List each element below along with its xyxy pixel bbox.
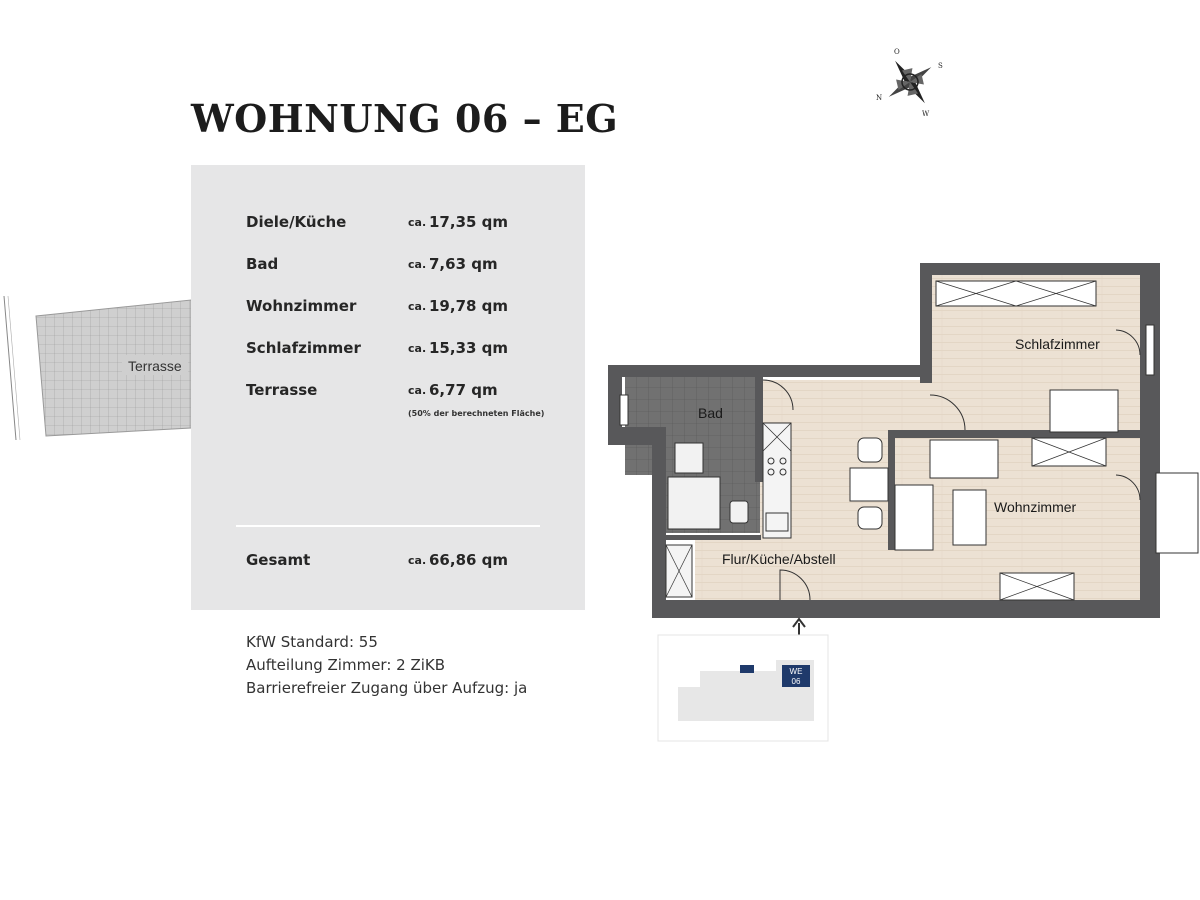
kfw-standard: KfW Standard: 55	[246, 633, 378, 651]
area-row-diele-kueche	[246, 213, 566, 233]
page-title: WOHNUNG 06 – EG	[191, 96, 619, 141]
area-label: Wohnzimmer	[246, 297, 357, 315]
terrace-label: Terrasse	[128, 358, 182, 374]
wardrobe	[936, 281, 1096, 306]
area-label: Diele/Küche	[246, 213, 347, 231]
dining-table	[850, 468, 888, 501]
coffee-table	[953, 490, 986, 545]
balcony-door	[1156, 473, 1198, 553]
divider	[236, 525, 540, 527]
unit-badge-line2: 06	[791, 677, 801, 686]
toilet-icon	[730, 501, 748, 523]
chair	[858, 438, 882, 462]
bedroom-label: Schlafzimmer	[1015, 336, 1100, 352]
entrance-arrow-icon	[793, 619, 805, 637]
area-value: 17,35 qm	[429, 213, 509, 231]
hall-label: Flur/Küche/Abstell	[722, 551, 836, 567]
key-plan	[658, 635, 828, 741]
area-value: 15,33 qm	[429, 339, 509, 357]
living-label: Wohnzimmer	[994, 499, 1077, 515]
area-prefix: ca.	[408, 258, 427, 271]
area-table-panel	[191, 165, 585, 610]
area-prefix: ca.	[408, 384, 427, 397]
area-value: 19,78 qm	[429, 297, 509, 315]
area-value: 6,77 qm	[429, 381, 498, 399]
area-prefix: ca.	[408, 216, 427, 229]
area-prefix: ca.	[408, 300, 427, 313]
barrier-free-access: Barrierefreier Zugang über Aufzug: ja	[246, 679, 528, 697]
total-label: Gesamt	[246, 551, 311, 569]
room-layout: Aufteilung Zimmer: 2 ZiKB	[246, 656, 446, 674]
bath-label: Bad	[698, 405, 723, 421]
area-row-terrasse	[246, 381, 566, 401]
total-value: 66,86 qm	[429, 551, 509, 569]
area-label: Bad	[246, 255, 279, 273]
compass-rose-icon	[872, 44, 948, 120]
window	[620, 395, 628, 425]
area-row-gesamt	[246, 551, 566, 571]
compass-letter: O	[894, 48, 900, 56]
area-row-schlafzimmer	[246, 339, 566, 359]
floor-plan	[600, 255, 1200, 745]
compass-letter: N	[876, 94, 883, 102]
compass-letter: W	[922, 110, 930, 118]
sink-icon	[675, 443, 703, 473]
area-row-wohnzimmer	[246, 297, 566, 317]
compass-letter: S	[938, 62, 943, 70]
hall-floor	[695, 535, 785, 600]
area-label: Schlafzimmer	[246, 339, 361, 357]
area-value: 7,63 qm	[429, 255, 498, 273]
shower-icon	[668, 477, 720, 529]
terrace-floor-drawing	[0, 290, 200, 450]
area-prefix: ca.	[408, 342, 427, 355]
armchair	[895, 485, 933, 550]
unit-badge-line1: WE	[789, 667, 803, 676]
chair	[858, 507, 882, 529]
bed	[1050, 390, 1118, 432]
window	[1146, 325, 1154, 375]
area-prefix: ca.	[408, 554, 427, 567]
kitchen-counter	[763, 423, 791, 538]
sofa	[930, 440, 998, 478]
area-label: Terrasse	[246, 381, 318, 399]
area-row-bad	[246, 255, 566, 275]
terrace-note: (50% der berechneten Fläche)	[408, 409, 545, 418]
apartment-info	[246, 631, 527, 700]
